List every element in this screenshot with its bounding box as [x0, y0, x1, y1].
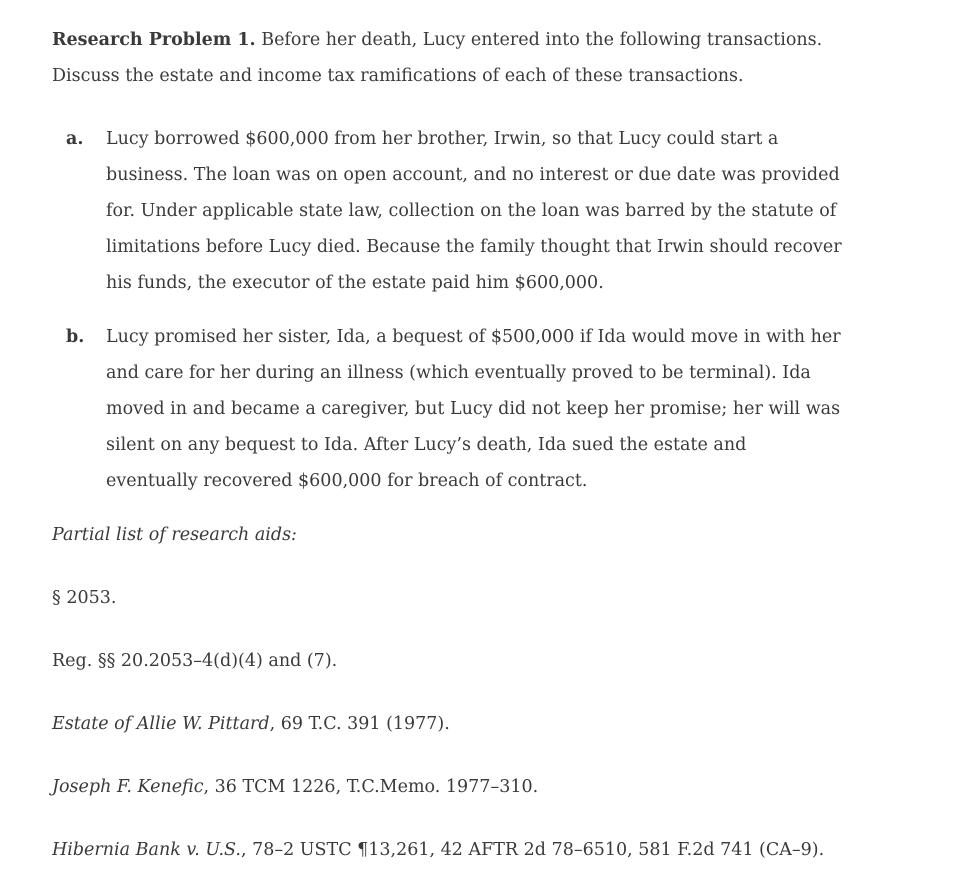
- problem-title: Research Problem 1.: [52, 30, 256, 50]
- list-item-text: Lucy borrowed $600,000 from her brother, Irwin, so that Lucy could start a business. The loan was on open account, and no interest or due date was provided for. Under applicable state law, collection on the loan was barred by the statute of limitations before Lucy died. Because the family thought that Irwin should recover his funds, the executor of the estate paid him $600,000.: [106, 129, 842, 293]
- case-citation: , 36 TCM 1226, T.C.Memo. 1977–310.: [203, 777, 539, 797]
- list-item: [52, 121, 842, 301]
- document-body: [52, 22, 842, 868]
- list-item: [52, 319, 842, 499]
- problem-statement: [52, 22, 842, 94]
- aid-regulation: Reg. §§ 20.2053–4(d)(4) and (7).: [52, 651, 338, 671]
- case-name: Estate of Allie W. Pittard: [52, 714, 270, 734]
- transaction-list: [52, 121, 842, 499]
- aid-case-kenefic: [52, 769, 842, 805]
- list-item-marker: a.: [66, 129, 84, 149]
- list-item-text: Lucy promised her sister, Ida, a bequest of $500,000 if Ida would move in with her and care for her during an illness (which eventually proved to be terminal). Ida moved in and became a caregiver, but Lucy did not keep her promise; her will was silent on any bequest to Ida. After Lucy’s death, Ida sued the estate and eventually recovered $600,000 for breach of contract.: [106, 327, 841, 491]
- case-citation: , 78–2 USTC ¶13,261, 42 AFTR 2d 78–6510, 581 F.2d 741 (CA–9).: [240, 840, 825, 860]
- case-name: Hibernia Bank v. U.S.: [52, 840, 241, 860]
- aid-case-pittard: [52, 706, 842, 742]
- case-citation: , 69 T.C. 391 (1977).: [269, 714, 450, 734]
- aid-code-section: § 2053.: [52, 588, 117, 608]
- aid-case-hibernia: [52, 832, 842, 868]
- case-name: Joseph F. Kenefic: [52, 777, 204, 797]
- problem-text: Before her death, Lucy entered into the following transactions. Discuss the estate and income tax ramifications of each of these transactions.: [52, 30, 823, 86]
- research-aids-heading: Partial list of research aids:: [52, 525, 297, 545]
- list-item-marker: b.: [66, 327, 85, 347]
